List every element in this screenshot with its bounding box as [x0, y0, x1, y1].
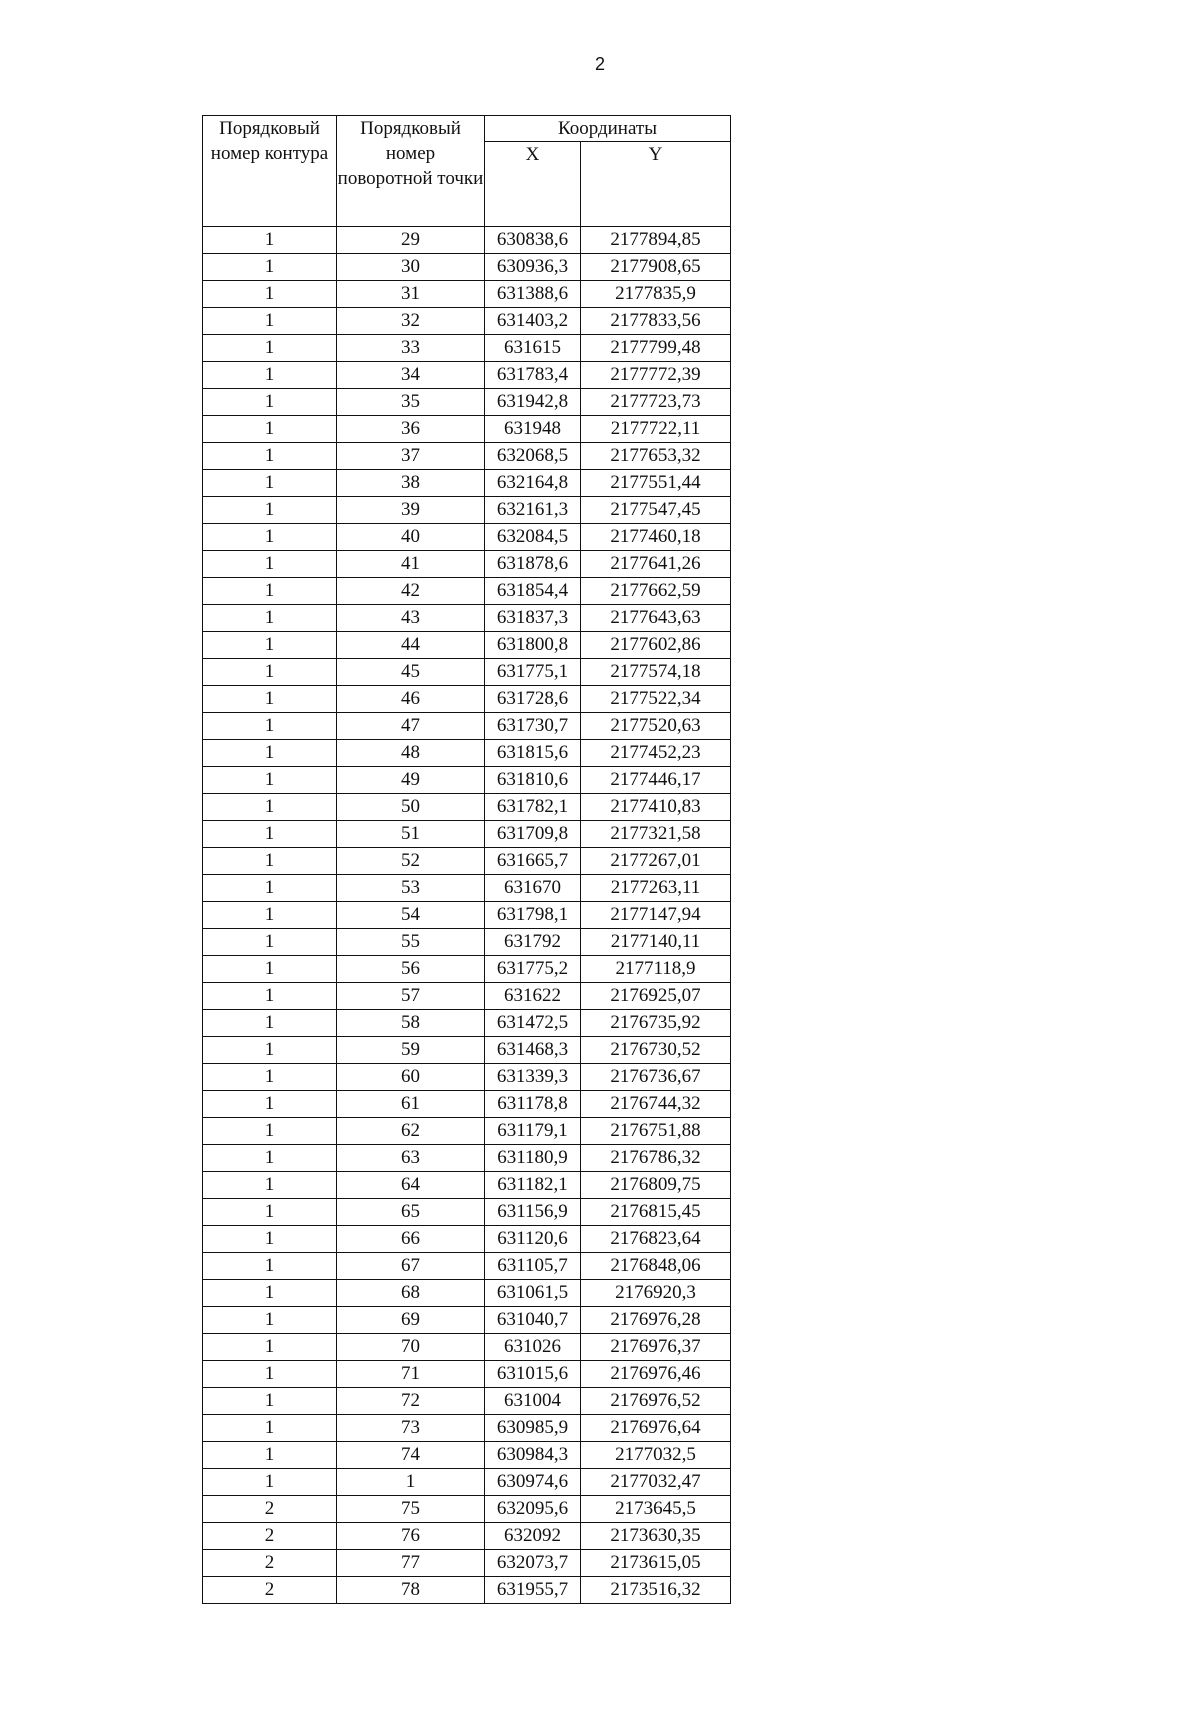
cell-point-number: 75: [337, 1496, 485, 1523]
cell-point-number: 62: [337, 1118, 485, 1145]
cell-y: 2176976,37: [581, 1334, 731, 1361]
cell-point-number: 71: [337, 1361, 485, 1388]
cell-point-number: 43: [337, 605, 485, 632]
cell-x: 631815,6: [485, 740, 581, 767]
cell-contour-number: 2: [203, 1496, 337, 1523]
table-row: [203, 551, 731, 578]
cell-contour-number: 1: [203, 497, 337, 524]
cell-y: 2176751,88: [581, 1118, 731, 1145]
cell-y: 2176809,75: [581, 1172, 731, 1199]
cell-x: 631792: [485, 929, 581, 956]
cell-contour-number: 1: [203, 1415, 337, 1442]
cell-x: 631061,5: [485, 1280, 581, 1307]
cell-y: 2173645,5: [581, 1496, 731, 1523]
cell-contour-number: 1: [203, 1442, 337, 1469]
cell-y: 2177641,26: [581, 551, 731, 578]
table-row: [203, 956, 731, 983]
cell-x: 631955,7: [485, 1577, 581, 1604]
cell-point-number: 35: [337, 389, 485, 416]
cell-contour-number: 1: [203, 767, 337, 794]
page-number: 2: [594, 54, 605, 74]
table-row: [203, 1091, 731, 1118]
cell-y: 2177263,11: [581, 875, 731, 902]
cell-contour-number: 1: [203, 578, 337, 605]
cell-y: 2173615,05: [581, 1550, 731, 1577]
table-row: [203, 821, 731, 848]
cell-y: 2177894,85: [581, 227, 731, 254]
cell-y: 2176786,32: [581, 1145, 731, 1172]
cell-contour-number: 1: [203, 551, 337, 578]
cell-x: 630974,6: [485, 1469, 581, 1496]
table-row: [203, 875, 731, 902]
cell-point-number: 53: [337, 875, 485, 902]
table-row: [203, 1442, 731, 1469]
cell-x: 630985,9: [485, 1415, 581, 1442]
header-coordinates: Координаты: [485, 116, 731, 142]
cell-y: 2177799,48: [581, 335, 731, 362]
cell-y: 2177643,63: [581, 605, 731, 632]
cell-point-number: 34: [337, 362, 485, 389]
header-y: Y: [581, 142, 731, 227]
cell-point-number: 77: [337, 1550, 485, 1577]
cell-point-number: 73: [337, 1415, 485, 1442]
table-row: [203, 308, 731, 335]
cell-y: 2177833,56: [581, 308, 731, 335]
cell-x: 631339,3: [485, 1064, 581, 1091]
cell-contour-number: 1: [203, 416, 337, 443]
table-row: [203, 902, 731, 929]
cell-contour-number: 1: [203, 794, 337, 821]
cell-point-number: 38: [337, 470, 485, 497]
cell-contour-number: 1: [203, 740, 337, 767]
cell-point-number: 45: [337, 659, 485, 686]
cell-point-number: 63: [337, 1145, 485, 1172]
cell-point-number: 42: [337, 578, 485, 605]
cell-y: 2177520,63: [581, 713, 731, 740]
cell-y: 2177772,39: [581, 362, 731, 389]
cell-x: 631105,7: [485, 1253, 581, 1280]
cell-y: 2176925,07: [581, 983, 731, 1010]
cell-y: 2177653,32: [581, 443, 731, 470]
cell-contour-number: 1: [203, 659, 337, 686]
cell-x: 631837,3: [485, 605, 581, 632]
table-row: [203, 1145, 731, 1172]
cell-contour-number: 1: [203, 524, 337, 551]
cell-x: 631948: [485, 416, 581, 443]
cell-contour-number: 1: [203, 1199, 337, 1226]
cell-contour-number: 1: [203, 713, 337, 740]
cell-point-number: 1: [337, 1469, 485, 1496]
cell-y: 2177032,5: [581, 1442, 731, 1469]
cell-point-number: 68: [337, 1280, 485, 1307]
table-row: [203, 362, 731, 389]
cell-y: 2177722,11: [581, 416, 731, 443]
cell-contour-number: 1: [203, 1226, 337, 1253]
cell-point-number: 56: [337, 956, 485, 983]
cell-contour-number: 1: [203, 605, 337, 632]
cell-point-number: 44: [337, 632, 485, 659]
table-row: [203, 659, 731, 686]
cell-y: 2176815,45: [581, 1199, 731, 1226]
cell-x: 632095,6: [485, 1496, 581, 1523]
cell-x: 631403,2: [485, 308, 581, 335]
cell-point-number: 59: [337, 1037, 485, 1064]
table-row: [203, 1523, 731, 1550]
cell-point-number: 72: [337, 1388, 485, 1415]
table-body: [203, 227, 731, 1604]
cell-point-number: 66: [337, 1226, 485, 1253]
cell-contour-number: 1: [203, 281, 337, 308]
cell-y: 2176736,67: [581, 1064, 731, 1091]
cell-x: 631878,6: [485, 551, 581, 578]
cell-y: 2177321,58: [581, 821, 731, 848]
cell-point-number: 37: [337, 443, 485, 470]
cell-point-number: 57: [337, 983, 485, 1010]
cell-contour-number: 1: [203, 983, 337, 1010]
table-row: [203, 1253, 731, 1280]
cell-contour-number: 1: [203, 227, 337, 254]
table-row: [203, 686, 731, 713]
cell-y: 2176976,28: [581, 1307, 731, 1334]
header-x: X: [485, 142, 581, 227]
cell-point-number: 48: [337, 740, 485, 767]
cell-y: 2177723,73: [581, 389, 731, 416]
cell-y: 2177835,9: [581, 281, 731, 308]
cell-x: 631180,9: [485, 1145, 581, 1172]
cell-x: 631728,6: [485, 686, 581, 713]
cell-contour-number: 1: [203, 470, 337, 497]
cell-y: 2176976,64: [581, 1415, 731, 1442]
table-row: [203, 1307, 731, 1334]
cell-contour-number: 1: [203, 1469, 337, 1496]
cell-y: 2177460,18: [581, 524, 731, 551]
cell-contour-number: 1: [203, 1037, 337, 1064]
cell-contour-number: 1: [203, 1091, 337, 1118]
cell-contour-number: 1: [203, 1253, 337, 1280]
table-row: [203, 848, 731, 875]
cell-point-number: 29: [337, 227, 485, 254]
table-row: [203, 1469, 731, 1496]
cell-x: 631798,1: [485, 902, 581, 929]
cell-contour-number: 1: [203, 1280, 337, 1307]
cell-y: 2177602,86: [581, 632, 731, 659]
cell-contour-number: 2: [203, 1550, 337, 1577]
cell-y: 2177118,9: [581, 956, 731, 983]
cell-point-number: 50: [337, 794, 485, 821]
cell-x: 631179,1: [485, 1118, 581, 1145]
cell-y: 2177522,34: [581, 686, 731, 713]
cell-contour-number: 1: [203, 902, 337, 929]
table-row: [203, 740, 731, 767]
cell-x: 632084,5: [485, 524, 581, 551]
cell-contour-number: 1: [203, 1010, 337, 1037]
cell-contour-number: 2: [203, 1577, 337, 1604]
table-row: [203, 1415, 731, 1442]
cell-point-number: 58: [337, 1010, 485, 1037]
coordinates-table: [202, 115, 731, 1604]
table-row: [203, 1172, 731, 1199]
cell-point-number: 55: [337, 929, 485, 956]
cell-y: 2177551,44: [581, 470, 731, 497]
cell-contour-number: 1: [203, 929, 337, 956]
cell-x: 631665,7: [485, 848, 581, 875]
cell-point-number: 64: [337, 1172, 485, 1199]
cell-point-number: 78: [337, 1577, 485, 1604]
cell-x: 631800,8: [485, 632, 581, 659]
cell-point-number: 74: [337, 1442, 485, 1469]
cell-y: 2176920,3: [581, 1280, 731, 1307]
table-row: [203, 605, 731, 632]
cell-y: 2176976,46: [581, 1361, 731, 1388]
cell-x: 631730,7: [485, 713, 581, 740]
cell-y: 2173630,35: [581, 1523, 731, 1550]
table-row: [203, 929, 731, 956]
cell-y: 2177574,18: [581, 659, 731, 686]
cell-y: 2177662,59: [581, 578, 731, 605]
table-row: [203, 389, 731, 416]
header-contour-number: Порядковый номер контура: [203, 116, 337, 227]
table-row: [203, 578, 731, 605]
table-row: [203, 254, 731, 281]
table-row: [203, 1037, 731, 1064]
table-row: [203, 1334, 731, 1361]
table-row: [203, 443, 731, 470]
cell-y: 2176730,52: [581, 1037, 731, 1064]
cell-point-number: 70: [337, 1334, 485, 1361]
table-row: [203, 767, 731, 794]
cell-x: 630936,3: [485, 254, 581, 281]
cell-x: 631709,8: [485, 821, 581, 848]
cell-x: 631004: [485, 1388, 581, 1415]
cell-contour-number: 1: [203, 1172, 337, 1199]
cell-x: 631468,3: [485, 1037, 581, 1064]
cell-y: 2176744,32: [581, 1091, 731, 1118]
cell-x: 632092: [485, 1523, 581, 1550]
cell-point-number: 61: [337, 1091, 485, 1118]
cell-x: 631615: [485, 335, 581, 362]
cell-x: 631040,7: [485, 1307, 581, 1334]
cell-point-number: 51: [337, 821, 485, 848]
table-row: [203, 1064, 731, 1091]
cell-x: 631775,1: [485, 659, 581, 686]
cell-x: 631120,6: [485, 1226, 581, 1253]
table-row: [203, 416, 731, 443]
cell-contour-number: 1: [203, 686, 337, 713]
cell-point-number: 49: [337, 767, 485, 794]
table-row: [203, 1361, 731, 1388]
cell-contour-number: 1: [203, 821, 337, 848]
table-row: [203, 632, 731, 659]
cell-contour-number: 1: [203, 335, 337, 362]
cell-contour-number: 1: [203, 362, 337, 389]
cell-point-number: 30: [337, 254, 485, 281]
cell-x: 631178,8: [485, 1091, 581, 1118]
cell-point-number: 76: [337, 1523, 485, 1550]
cell-y: 2177032,47: [581, 1469, 731, 1496]
table-row: [203, 794, 731, 821]
cell-y: 2176735,92: [581, 1010, 731, 1037]
cell-contour-number: 1: [203, 1334, 337, 1361]
table-row: [203, 281, 731, 308]
cell-y: 2177410,83: [581, 794, 731, 821]
cell-x: 631472,5: [485, 1010, 581, 1037]
cell-x: 632073,7: [485, 1550, 581, 1577]
table-row: [203, 713, 731, 740]
table-row: [203, 1226, 731, 1253]
cell-y: 2176976,52: [581, 1388, 731, 1415]
cell-x: 631156,9: [485, 1199, 581, 1226]
cell-x: 631783,4: [485, 362, 581, 389]
cell-y: 2177908,65: [581, 254, 731, 281]
cell-x: 631670: [485, 875, 581, 902]
cell-contour-number: 1: [203, 848, 337, 875]
cell-y: 2177267,01: [581, 848, 731, 875]
cell-point-number: 65: [337, 1199, 485, 1226]
cell-y: 2177147,94: [581, 902, 731, 929]
header-point-number: Порядковый номер поворотной точки: [337, 116, 485, 227]
table-row: [203, 1118, 731, 1145]
table-row: [203, 497, 731, 524]
cell-point-number: 47: [337, 713, 485, 740]
cell-y: 2177547,45: [581, 497, 731, 524]
cell-point-number: 46: [337, 686, 485, 713]
table-row: [203, 470, 731, 497]
table-row: [203, 1199, 731, 1226]
cell-point-number: 41: [337, 551, 485, 578]
cell-contour-number: 1: [203, 875, 337, 902]
cell-x: 631388,6: [485, 281, 581, 308]
cell-x: 632164,8: [485, 470, 581, 497]
cell-x: 631782,1: [485, 794, 581, 821]
cell-x: 630984,3: [485, 1442, 581, 1469]
cell-contour-number: 1: [203, 1307, 337, 1334]
cell-y: 2176823,64: [581, 1226, 731, 1253]
cell-y: 2176848,06: [581, 1253, 731, 1280]
cell-x: 631622: [485, 983, 581, 1010]
cell-contour-number: 1: [203, 1361, 337, 1388]
table-row: [203, 227, 731, 254]
cell-point-number: 52: [337, 848, 485, 875]
cell-x: 630838,6: [485, 227, 581, 254]
cell-contour-number: 1: [203, 254, 337, 281]
cell-point-number: 31: [337, 281, 485, 308]
cell-y: 2177446,17: [581, 767, 731, 794]
cell-y: 2177140,11: [581, 929, 731, 956]
cell-contour-number: 1: [203, 632, 337, 659]
cell-point-number: 36: [337, 416, 485, 443]
table-row: [203, 1388, 731, 1415]
cell-contour-number: 1: [203, 389, 337, 416]
cell-x: 631942,8: [485, 389, 581, 416]
cell-x: 631854,4: [485, 578, 581, 605]
table-row: [203, 1280, 731, 1307]
cell-contour-number: 1: [203, 1064, 337, 1091]
table-row: [203, 524, 731, 551]
cell-x: 631015,6: [485, 1361, 581, 1388]
cell-contour-number: 1: [203, 1388, 337, 1415]
cell-point-number: 69: [337, 1307, 485, 1334]
cell-y: 2173516,32: [581, 1577, 731, 1604]
cell-y: 2177452,23: [581, 740, 731, 767]
cell-x: 631810,6: [485, 767, 581, 794]
cell-contour-number: 1: [203, 1118, 337, 1145]
cell-point-number: 67: [337, 1253, 485, 1280]
cell-x: 632161,3: [485, 497, 581, 524]
cell-x: 631026: [485, 1334, 581, 1361]
table-row: [203, 1496, 731, 1523]
table-row: [203, 1010, 731, 1037]
table-row: [203, 1550, 731, 1577]
cell-point-number: 39: [337, 497, 485, 524]
table-row: [203, 983, 731, 1010]
cell-point-number: 32: [337, 308, 485, 335]
cell-contour-number: 2: [203, 1523, 337, 1550]
cell-contour-number: 1: [203, 956, 337, 983]
cell-contour-number: 1: [203, 308, 337, 335]
cell-point-number: 40: [337, 524, 485, 551]
cell-contour-number: 1: [203, 443, 337, 470]
table-row: [203, 1577, 731, 1604]
table-row: [203, 335, 731, 362]
cell-point-number: 54: [337, 902, 485, 929]
cell-x: 632068,5: [485, 443, 581, 470]
cell-contour-number: 1: [203, 1145, 337, 1172]
cell-x: 631775,2: [485, 956, 581, 983]
cell-point-number: 60: [337, 1064, 485, 1091]
cell-x: 631182,1: [485, 1172, 581, 1199]
cell-point-number: 33: [337, 335, 485, 362]
